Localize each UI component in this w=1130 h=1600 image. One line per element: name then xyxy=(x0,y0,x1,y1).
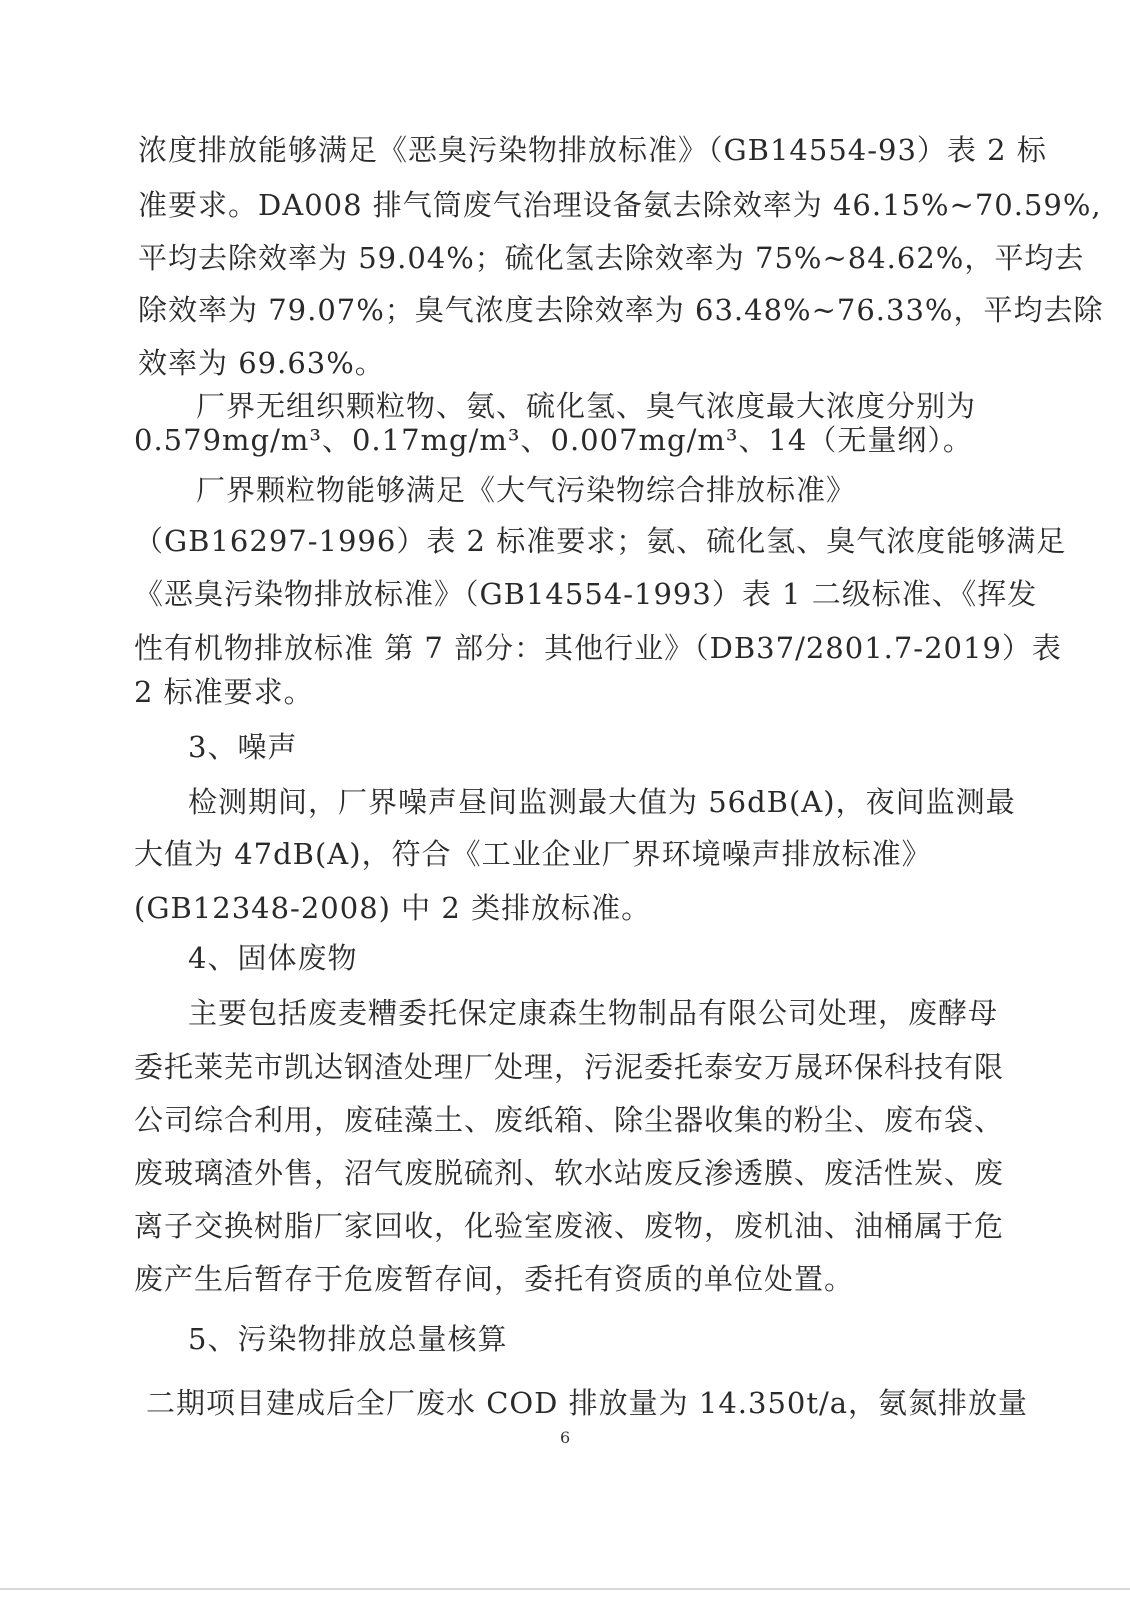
text-line: 厂界无组织颗粒物、氨、硫化氢、臭气浓度最大浓度分别为 xyxy=(196,389,977,423)
text-line: 厂界颗粒物能够满足《大气污染物综合排放标准》 xyxy=(196,473,857,507)
text-line: 废玻璃渣外售，沼气废脱硫剂、软水站废反渗透膜、废活性炭、废 xyxy=(134,1156,1005,1190)
text-line: 委托莱芜市凯达钢渣处理厂处理，污泥委托泰安万晟环保科技有限 xyxy=(134,1050,1005,1084)
text-line: 主要包括废麦糟委托保定康森生物制品有限公司处理，废酵母 xyxy=(188,996,999,1030)
text-line: 废产生后暂存于危废暂存间，委托有资质的单位处置。 xyxy=(134,1262,855,1296)
text-line: 大值为 47dB(A)，符合《工业企业厂界环境噪声排放标准》 xyxy=(134,837,932,871)
text-line: 0.579mg/m³、0.17mg/m³、0.007mg/m³、14（无量纲）。 xyxy=(134,423,973,457)
text-line: （GB16297-1996）表 2 标准要求；氨、硫化氢、臭气浓度能够满足 xyxy=(134,524,1067,558)
text-line: 准要求。DA008 排气筒废气治理设备氨去除效率为 46.15%~70.59%, xyxy=(138,188,1102,222)
text-line: (GB12348-2008) 中 2 类排放标准。 xyxy=(134,891,652,925)
text-line: 《恶臭污染物排放标准》（GB14554-1993）表 1 二级标准、《挥发 xyxy=(134,577,1038,611)
text-line: 除效率为 79.07%；臭气浓度去除效率为 63.48%~76.33%，平均去除 xyxy=(138,293,1104,327)
text-line: 效率为 69.63%。 xyxy=(138,346,385,380)
text-line: 浓度排放能够满足《恶臭污染物排放标准》（GB14554-93）表 2 标 xyxy=(138,133,1047,167)
text-line: 平均去除效率为 59.04%；硫化氢去除效率为 75%~84.62%，平均去 xyxy=(138,241,1085,275)
text-line: 离子交换树脂厂家回收，化验室废液、废物，废机油、油桶属于危 xyxy=(134,1209,1005,1243)
section-heading: 5、污染物排放总量核算 xyxy=(188,1322,508,1356)
page-bottom-edge xyxy=(0,1588,1130,1590)
text-line: 公司综合利用，废硅藻土、废纸箱、除尘器收集的粉尘、废布袋、 xyxy=(134,1103,1005,1137)
text-line: 2 标准要求。 xyxy=(134,675,314,709)
section-heading: 4、固体废物 xyxy=(188,941,358,975)
text-line: 检测期间，厂界噪声昼间监测最大值为 56dB(A)，夜间监测最 xyxy=(188,785,1016,819)
page-number: 6 xyxy=(560,1428,571,1447)
text-line: 性有机物排放标准 第 7 部分：其他行业》（DB37/2801.7-2019）表 xyxy=(134,631,1062,665)
text-line: 二期项目建成后全厂废水 COD 排放量为 14.350t/a，氨氮排放量 xyxy=(146,1386,1029,1420)
section-heading: 3、噪声 xyxy=(188,730,298,764)
